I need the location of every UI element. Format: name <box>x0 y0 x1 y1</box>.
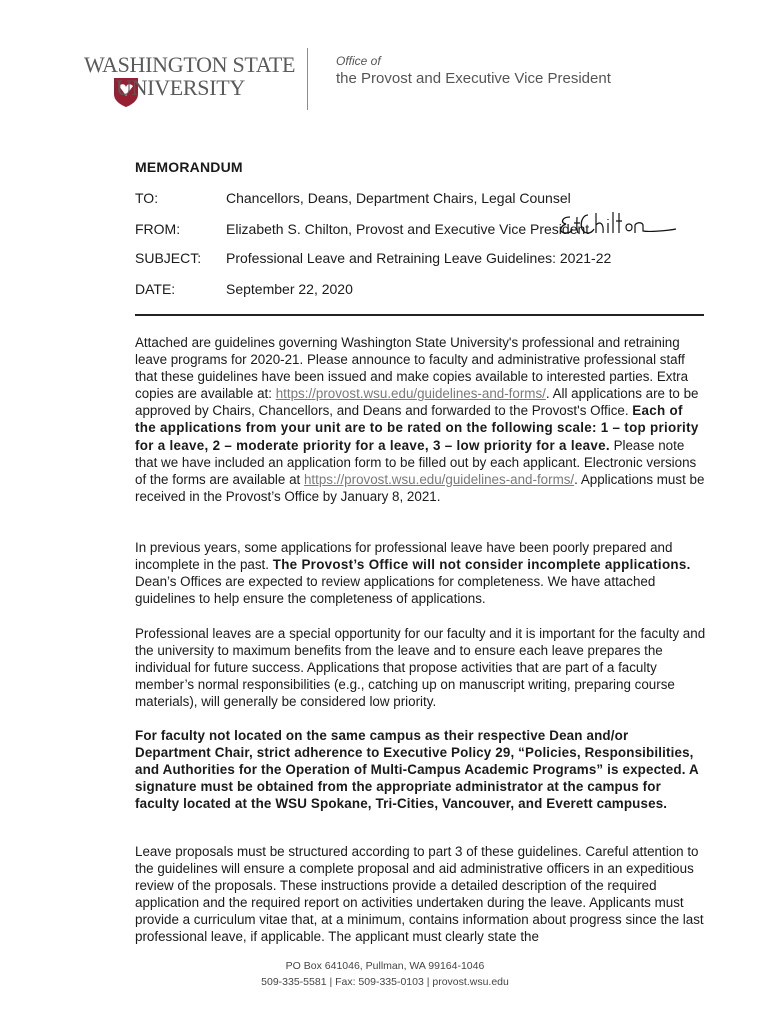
office-of-label: Office of <box>336 54 381 68</box>
date-value: September 22, 2020 <box>226 281 353 297</box>
from-value: Elizabeth S. Chilton, Provost and Executive Vice President <box>226 221 590 237</box>
p3-text: Professional leaves are a special opportunity for our faculty and it is important for the faculty and the university to maximum benefits from the leave and to ensure each leave prepares the individual for future success. Applications that propose activities that are part of a faculty member’s normal responsibilities (e.g., catching up on manuscript writing, preparing course materials), will generally be considered low priority. <box>135 626 706 710</box>
letterhead-divider <box>307 48 308 110</box>
paragraph-application-guidelines <box>135 334 707 505</box>
p1-text-c: Please note that we have included an application form to be filled out by each applicant. Electronic versions of the forms are available at <box>135 437 697 487</box>
logo-wordmark-line2: UNIVERSITY <box>116 75 245 100</box>
memo-title: MEMORANDUM <box>135 159 243 175</box>
p2-bold-notice: The Provost’s Office will not consider incomplete applications. <box>272 557 691 573</box>
subject-value: Professional Leave and Retraining Leave Guidelines: 2021-22 <box>226 250 612 266</box>
p1-text-b: . All applications are to be approved by Chairs, Chancellors, and Deans and forwarded to the Provost's Office. <box>135 386 699 419</box>
p5-text: Leave proposals must be structured according to part 3 of these guidelines. Careful attention to the guidelines will ensure a complete proposal and aid administrative officers in an expeditious review of the proposals. These instructions provide a detailed description of the required application and the required report on activities undertaken during the leave. Applicants must provide a curriculum vitae that, at a minimum, contains information about progress since the last professional leave, if applicable. The applicant must clearly state the <box>135 844 704 945</box>
p4-text: For faculty not located on the same campus as their respective Dean and/or Department Chair, strict adherence to Executive Policy 29, “Policies, Responsibilities, and Authorities for the Operation of Multi-Campus Academic Programs” is expected. A signature must be obtained from the appropriate administrator at the campus for faculty located at the WSU Spokane, Tri-Cities, Vancouver, and Everett campuses. <box>135 728 699 812</box>
to-label: TO: <box>135 190 159 206</box>
footer-address: PO Box 641046, Pullman, WA 99164-1046 <box>285 960 485 972</box>
paragraph-incomplete-applications <box>135 539 707 607</box>
date-label: DATE: <box>135 281 176 297</box>
paragraph-leave-proposals <box>135 843 707 946</box>
paragraph-professional-leaves <box>135 625 707 710</box>
footer-contact: 509-335-5581 | Fax: 509-335-0103 | provost.wsu.edu <box>261 976 509 988</box>
wsu-logo <box>84 52 296 114</box>
p2-text-b: Dean’s Offices are expected to review applications for completeness. We have attached guidelines to help ensure the completeness of applications. <box>135 574 656 607</box>
guidelines-link-1[interactable]: https://provost.wsu.edu/guidelines-and-forms/ <box>275 386 546 402</box>
from-label: FROM: <box>135 221 181 237</box>
handwritten-signature <box>556 209 678 243</box>
paragraph-multi-campus-policy <box>135 727 707 812</box>
header-rule <box>135 314 704 316</box>
p1-text-a: Attached are guidelines governing Washington State University's professional and retraining leave programs for 2020-21. Please announce to faculty and administrative professional staff that these guidelines have been issued and make copies available to interested parties. Extra copies are available at: <box>135 335 689 402</box>
p1-rating-scale: Each of the applications from your unit are to be rated on the following scale: 1 – top priority for a leave, 2 – moderate priority for a leave, 3 – low priority for a leave. <box>135 403 699 453</box>
subject-label: SUBJECT: <box>135 250 202 266</box>
logo-wordmark-line1: WASHINGTON STATE <box>84 52 296 77</box>
office-title: the Provost and Executive Vice President <box>336 70 611 87</box>
guidelines-link-2[interactable]: https://provost.wsu.edu/guidelines-and-forms/ <box>303 471 575 487</box>
to-value: Chancellors, Deans, Department Chairs, Legal Counsel <box>226 190 571 206</box>
p1-text-d: . Applications must be received in the Provost’s Office by January 8, 2021. <box>135 471 705 504</box>
p2-text-a: In previous years, some applications for professional leave have been poorly prepared and incomplete in the past. <box>135 540 673 573</box>
